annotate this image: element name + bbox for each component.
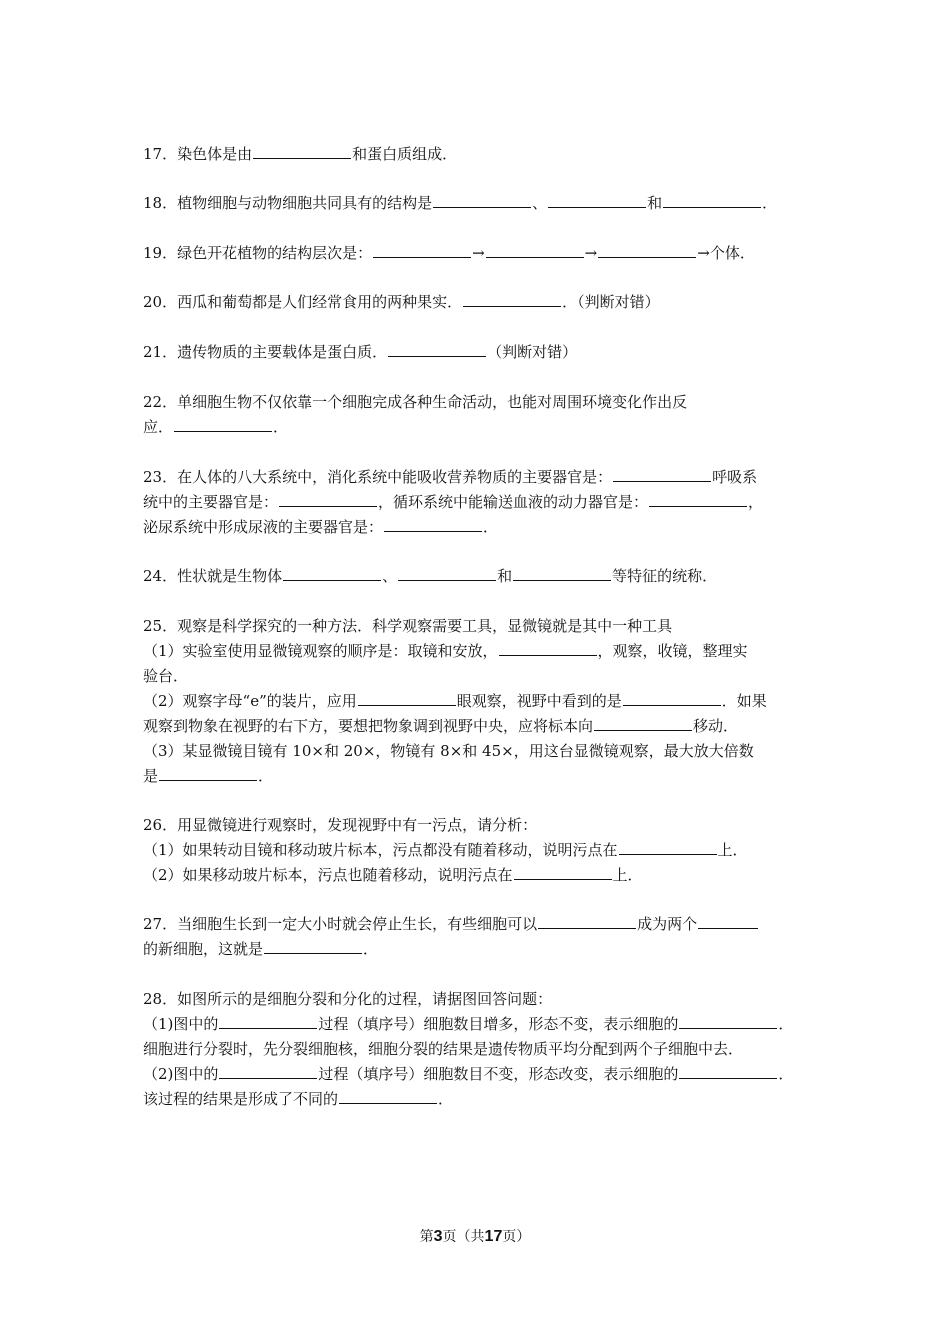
question-18 [143, 191, 808, 216]
question-17 [143, 142, 808, 167]
q25-line: 25．观察是科学探究的一种方法．科学观察需要工具，显微镜就是其中一种工具 [143, 617, 673, 635]
answer-blank[interactable] [433, 192, 531, 208]
q25-text: 观察到物象在视野的右下方，要想把物象调到视野中央，应将标本向 [143, 717, 594, 735]
q22-line: 22．单细胞生物不仅依靠一个细胞完成各种生命活动，也能对周围环境变化作出反 [143, 393, 688, 411]
q25-text: ． [258, 767, 274, 785]
answer-blank[interactable] [463, 291, 561, 307]
q19-text: 19．绿色开花植物的结构层次是： [143, 244, 373, 262]
q22-text: ． [273, 418, 289, 436]
question-19 [143, 241, 808, 266]
q20-text: 20．西瓜和葡萄都是人们经常食用的两种果实． [143, 293, 463, 311]
answer-blank[interactable] [373, 242, 471, 258]
q26-text: （2）如果移动玻片标本，污点也随着移动，说明污点在 [143, 866, 513, 884]
q28-text: 过程（填序号）细胞数目不变，形态改变，表示细胞的 [318, 1065, 679, 1083]
answer-blank[interactable] [679, 1013, 777, 1029]
q17-text: 17．染色体是由 [143, 145, 253, 163]
question-27 [143, 912, 808, 962]
q24-text: 24．性状就是生物体 [143, 567, 283, 585]
answer-blank[interactable] [264, 938, 362, 954]
q21-text: （判断对错） [487, 343, 578, 361]
answer-blank[interactable] [358, 690, 456, 706]
q25-line: 验台． [143, 667, 189, 685]
question-23 [143, 465, 808, 540]
q23-text: 统中的主要器官是： [143, 493, 279, 511]
answer-blank[interactable] [679, 1063, 777, 1079]
q28-text: ． [438, 1090, 454, 1108]
answer-blank[interactable] [159, 765, 257, 781]
answer-blank[interactable] [384, 516, 482, 532]
current-page-number: 3 [433, 1228, 443, 1245]
answer-blank[interactable] [594, 715, 692, 731]
q28-text: ． [778, 1065, 794, 1083]
q26-text: （1）如果转动目镜和移动玻片标本，污点都没有随着移动，说明污点在 [143, 841, 618, 859]
q23-text: ，循环系统中能输送血液的动力器官是： [378, 493, 649, 511]
q20-text: ．（判断对错） [562, 293, 660, 311]
answer-blank[interactable] [219, 1063, 317, 1079]
q25-text: 移动． [693, 717, 739, 735]
q24-text: 等特征的统称． [612, 567, 718, 585]
footer-text: 第 [419, 1229, 434, 1245]
q26-text: 上． [612, 866, 643, 884]
q28-line: 28．如图所示的是细胞分裂和分化的过程，请据图回答问题： [143, 990, 553, 1008]
q28-text: 过程（填序号）细胞数目增多，形态不变，表示细胞的 [318, 1015, 679, 1033]
answer-blank[interactable] [623, 690, 721, 706]
answer-blank[interactable] [513, 565, 611, 581]
answer-blank[interactable] [486, 242, 584, 258]
q25-text: 眼观察，视野中看到的是 [456, 692, 622, 710]
answer-blank[interactable] [619, 839, 717, 855]
q23-text: ． [483, 518, 499, 536]
q18-text: ． [762, 194, 778, 212]
q19-text: →个体． [697, 244, 755, 262]
answer-blank[interactable] [538, 913, 636, 929]
question-24 [143, 564, 808, 589]
q25-text: ，观察，收镜，整理实 [597, 642, 748, 660]
answer-blank[interactable] [499, 640, 597, 656]
page-footer [0, 1226, 950, 1246]
q18-text: 、 [532, 194, 548, 212]
question-21 [143, 340, 808, 365]
q25-text: 是 [143, 767, 159, 785]
q26-text: 上． [717, 841, 748, 859]
q23-text: 泌尿系统中形成尿液的主要器官是： [143, 518, 384, 536]
q28-text: 该过程的结果是形成了不同的 [143, 1090, 339, 1108]
answer-blank[interactable] [649, 491, 747, 507]
q25-text: （2）观察字母“e”的装片，应用 [143, 692, 357, 710]
q26-line: 26．用显微镜进行观察时，发现视野中有一污点，请分析： [143, 816, 538, 834]
q19-text: → [472, 244, 485, 262]
question-28 [143, 987, 808, 1112]
total-page-count: 17 [484, 1228, 503, 1245]
answer-blank[interactable] [548, 192, 646, 208]
q18-text: 18．植物细胞与动物细胞共同具有的结构是 [143, 194, 433, 212]
answer-blank[interactable] [279, 491, 377, 507]
question-25 [143, 614, 808, 789]
q23-text: ， [748, 493, 764, 511]
answer-blank[interactable] [174, 416, 272, 432]
q17-text: 和蛋白质组成． [352, 145, 458, 163]
question-20 [143, 290, 808, 315]
q27-text: 27．当细胞生长到一定大小时就会停止生长，有些细胞可以 [143, 915, 538, 933]
q28-text: ． [778, 1015, 794, 1033]
q27-text: 成为两个 [637, 915, 698, 933]
q23-text: 23．在人体的八大系统中，消化系统中能吸收营养物质的主要器官是： [143, 468, 613, 486]
answer-blank[interactable] [388, 341, 486, 357]
q27-text: ． [363, 940, 379, 958]
q18-text: 和 [647, 194, 663, 212]
q27-text: 的新细胞，这就是 [143, 940, 264, 958]
q28-line: 细胞进行分裂时，先分裂细胞核，细胞分裂的结果是遗传物质平均分配到两个子细胞中去． [143, 1040, 744, 1058]
footer-text: 页） [502, 1229, 531, 1245]
answer-blank[interactable] [613, 466, 711, 482]
question-22 [143, 390, 808, 440]
q25-text: ．如果 [721, 692, 767, 710]
answer-blank[interactable] [663, 192, 761, 208]
answer-blank[interactable] [398, 565, 496, 581]
question-26 [143, 813, 808, 888]
answer-blank[interactable] [598, 242, 696, 258]
answer-blank[interactable] [514, 864, 612, 880]
q28-text: （2)图中的 [143, 1065, 219, 1083]
q28-text: （1)图中的 [143, 1015, 219, 1033]
answer-blank[interactable] [698, 913, 758, 929]
q24-text: 和 [497, 567, 513, 585]
q21-text: 21．遗传物质的主要载体是蛋白质． [143, 343, 388, 361]
q22-text: 应． [143, 418, 174, 436]
answer-blank[interactable] [283, 565, 381, 581]
answer-blank[interactable] [253, 143, 351, 159]
answer-blank[interactable] [219, 1013, 317, 1029]
q25-text: （1）实验室使用显微镜观察的顺序是：取镜和安放， [143, 642, 498, 660]
q19-text: → [584, 244, 598, 262]
q25-line: （3）某显微镜目镜有 10×和 20×，物镜有 8×和 45×，用这台显微镜观察，最大放大倍数 [143, 742, 754, 760]
q23-text: 呼吸系 [712, 468, 758, 486]
footer-text: 页（共 [442, 1229, 485, 1245]
q24-text: 、 [382, 567, 398, 585]
answer-blank[interactable] [339, 1088, 437, 1104]
